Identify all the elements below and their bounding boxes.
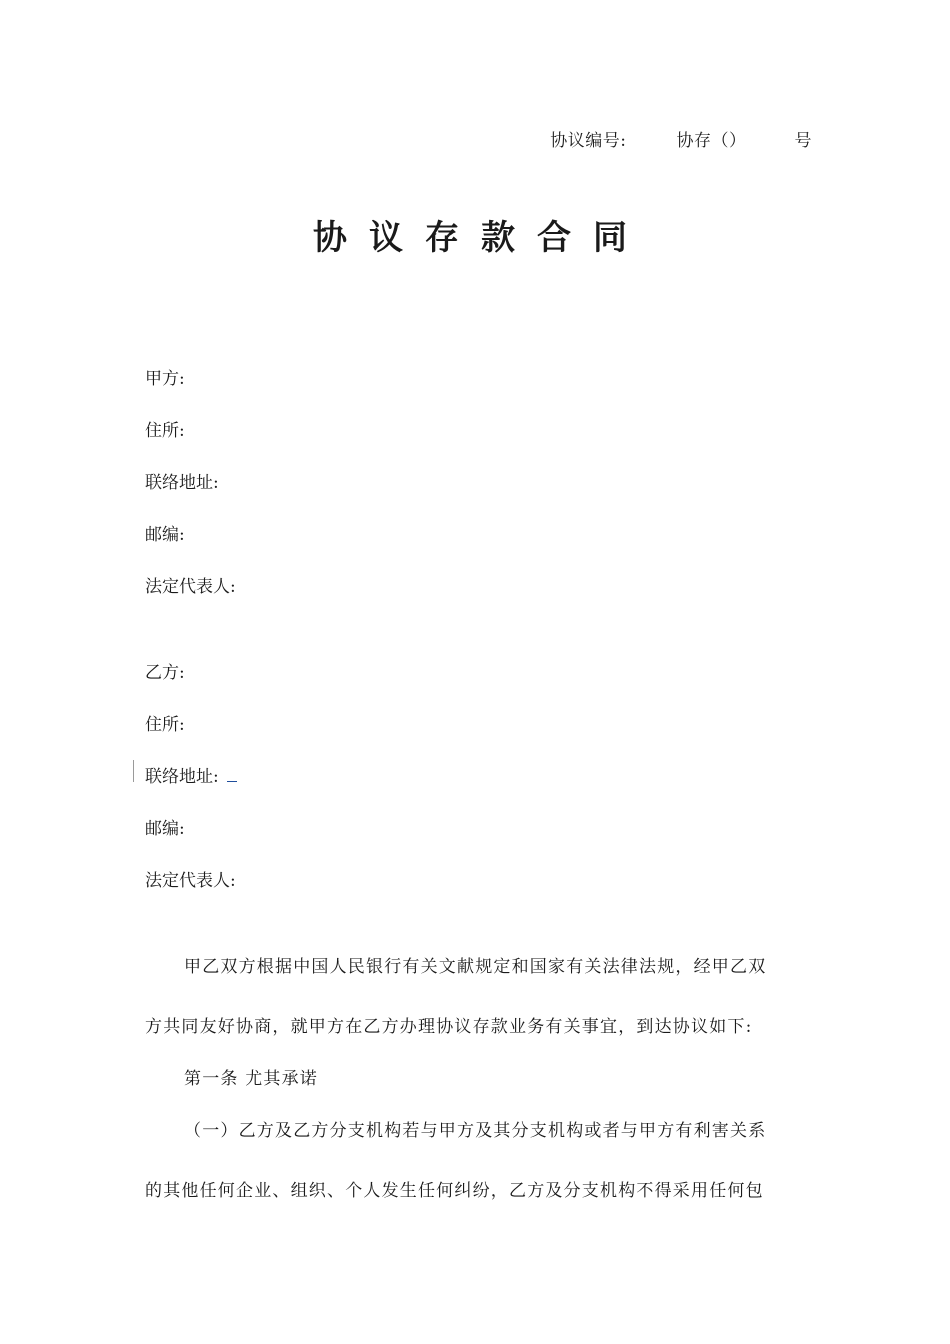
party-b-address-label: 住所: [145, 715, 185, 735]
party-a-postcode-label: 邮编: [145, 525, 185, 545]
article-1-heading: 第一条 尤其承诺 [184, 1069, 319, 1089]
party-a-contact-address-label: 联络地址: [145, 473, 219, 493]
clause-1-line-2: 的其他任何企业、组织、个人发生任何纠纷，乙方及分支机构不得采用任何包 [145, 1181, 764, 1201]
contact-address-blank-field[interactable] [227, 767, 237, 782]
document-title: 协议存款合同 [313, 218, 649, 258]
agreement-number-suffix: 号 [794, 131, 812, 151]
text-cursor-marker [133, 760, 134, 782]
party-b-contact-address-row [145, 762, 237, 787]
party-a-name-label: 甲方: [145, 369, 185, 389]
agreement-number-line [550, 126, 812, 151]
agreement-number-label: 协议编号: [550, 131, 627, 151]
party-a-representative-label: 法定代表人: [145, 577, 236, 597]
party-a-address-label: 住所: [145, 421, 185, 441]
party-b-representative-label: 法定代表人: [145, 871, 236, 891]
agreement-number-prefix: 协存（） [676, 131, 747, 151]
party-b-postcode-label: 邮编: [145, 819, 185, 839]
party-b-contact-address-label: 联络地址: [145, 767, 219, 787]
intro-paragraph-line-1: 甲乙双方根据中国人民银行有关文献规定和国家有关法律法规，经甲乙双 [184, 957, 767, 977]
clause-1-line-1: （一）乙方及乙方分支机构若与甲方及其分支机构或者与甲方有利害关系 [184, 1121, 767, 1141]
intro-paragraph-line-2: 方共同友好协商，就甲方在乙方办理协议存款业务有关事宜，到达协议如下: [145, 1017, 753, 1037]
party-b-name-label: 乙方: [145, 663, 185, 683]
